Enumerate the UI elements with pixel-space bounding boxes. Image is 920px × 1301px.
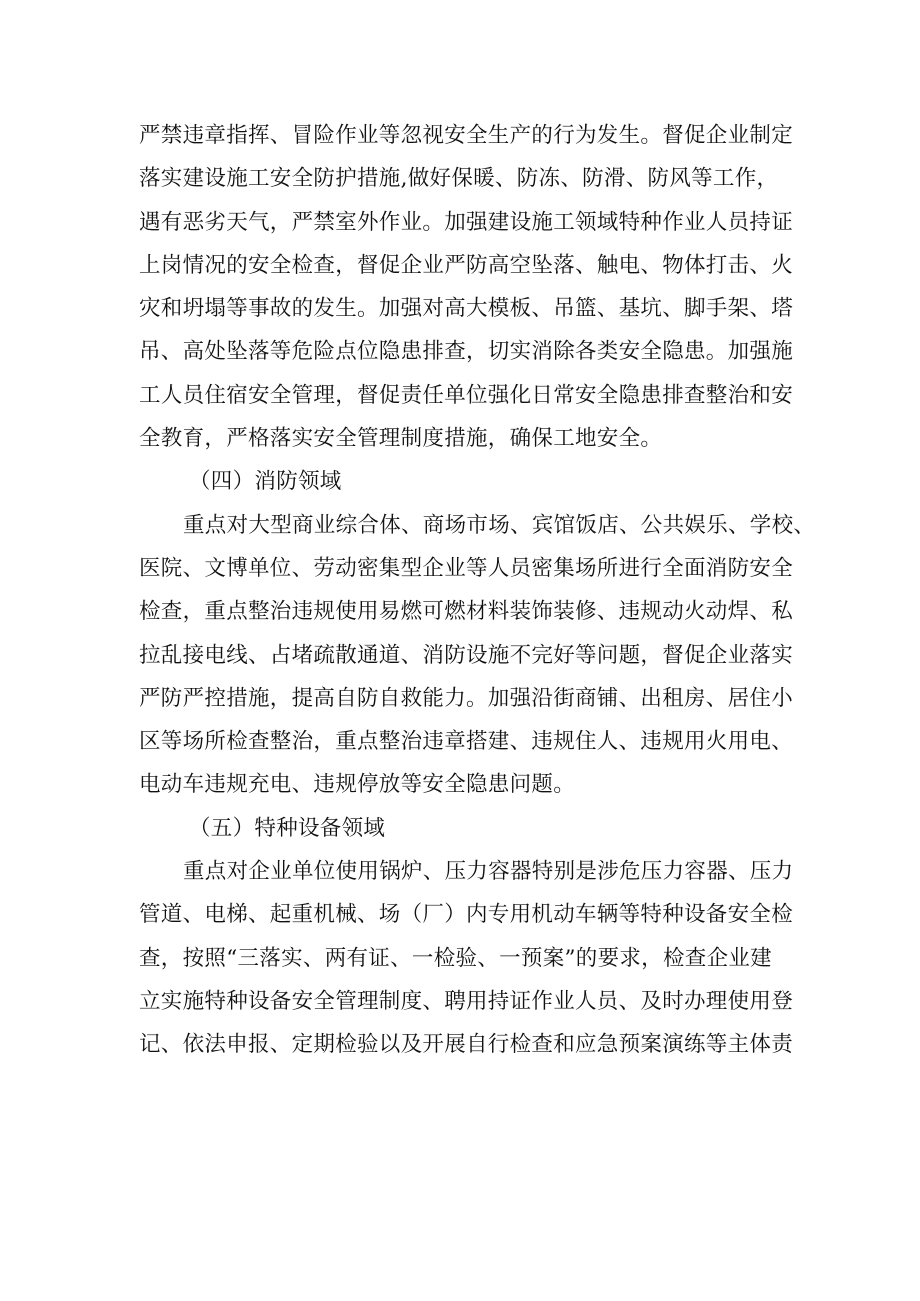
text-line: 管道、电梯、起重机械、场（厂）内专用机动车辆等特种设备安全检 bbox=[139, 902, 794, 928]
text-line: 记、依法申报、定期检验以及开展自行检查和应急预案演练等主体责 bbox=[139, 1032, 794, 1058]
section-fire-safety bbox=[139, 460, 816, 806]
section-heading: （四）消防领域 bbox=[189, 469, 342, 495]
text-line: 重点对企业单位使用锅炉、压力容器特别是涉危压力容器、压力 bbox=[183, 859, 794, 885]
section-heading: （五）特种设备领域 bbox=[189, 815, 386, 841]
paragraph-construction-safety bbox=[139, 114, 799, 460]
text-line: 医院、文博单位、劳动密集型企业等人员密集场所进行全面消防安全 bbox=[139, 555, 794, 581]
text-line: 重点对大型商业综合体、商场市场、宾馆饭店、公共娱乐、学校、 bbox=[183, 512, 816, 538]
text-line: 灾和坍塌等事故的发生。加强对高大模板、吊篮、基坑、脚手架、塔 bbox=[139, 296, 794, 322]
text-line: 落实建设施工安全防护措施,做好保暖、防冻、防滑、防风等工作， bbox=[139, 166, 779, 192]
text-line: 电动车违规充电、违规停放等安全隐患问题。 bbox=[139, 772, 576, 798]
text-line: 吊、高处坠落等危险点位隐患排查，切实消除各类安全隐患。加强施 bbox=[139, 339, 794, 365]
text-line: 检查，重点整治违规使用易燃可燃材料装饰装修、违规动火动焊、私 bbox=[139, 599, 794, 625]
text-line: 区等场所检查整治，重点整治违章搭建、违规住人、违规用火用电、 bbox=[139, 729, 794, 755]
text-line: 严禁违章指挥、冒险作业等忽视安全生产的行为发生。督促企业制定 bbox=[139, 123, 794, 148]
text-line: 严防严控措施，提高自防自救能力。加强沿街商铺、出租房、居住小 bbox=[139, 685, 794, 711]
document-body bbox=[139, 114, 816, 1067]
section-special-equipment bbox=[139, 807, 799, 1067]
text-line: 工人员住宿安全管理，督促责任单位强化日常安全隐患排查整治和安 bbox=[139, 382, 794, 408]
text-line: 上岗情况的安全检查，督促企业严防高空坠落、触电、物体打击、火 bbox=[139, 252, 794, 278]
text-line: 全教育，严格落实安全管理制度措施，确保工地安全。 bbox=[139, 426, 663, 452]
text-line: 拉乱接电线、占堵疏散通道、消防设施不完好等问题，督促企业落实 bbox=[139, 642, 794, 668]
text-line: 查，按照“三落实、两有证、一检验、一预案”的要求，检查企业建 bbox=[139, 945, 772, 971]
text-line: 立实施特种设备安全管理制度、聘用持证作业人员、及时办理使用登 bbox=[139, 988, 794, 1014]
text-line: 遇有恶劣天气，严禁室外作业。加强建设施工领域特种作业人员持证 bbox=[139, 209, 794, 235]
